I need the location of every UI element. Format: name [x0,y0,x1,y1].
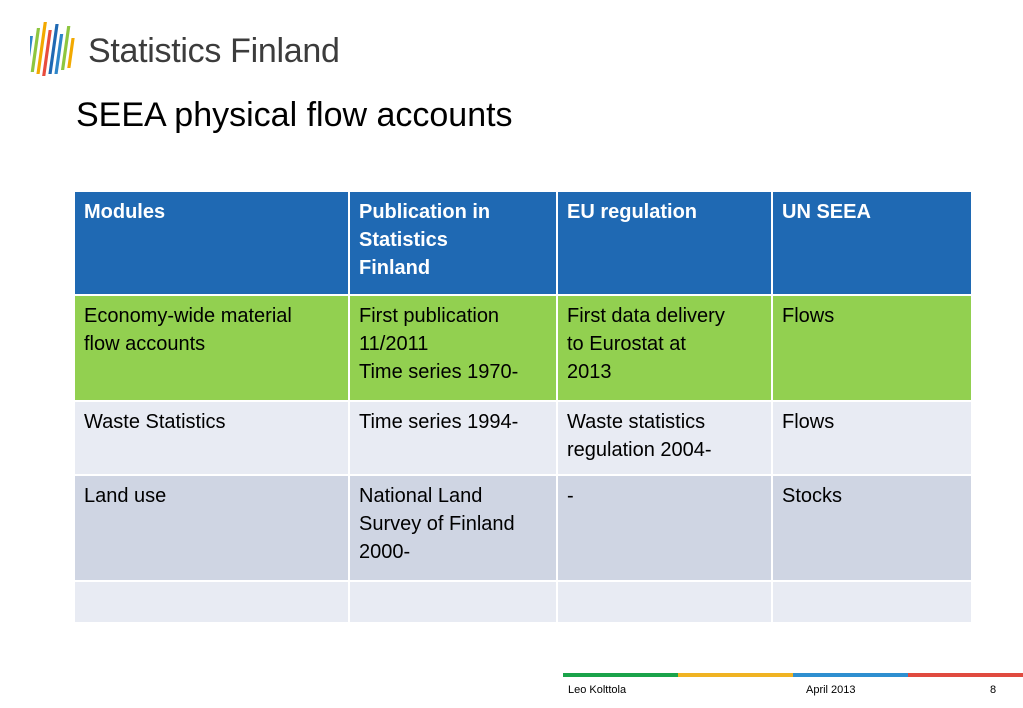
table-cell: Waste statistics regulation 2004- [557,401,772,475]
table-row [74,475,972,581]
table-cell: Land use [74,475,349,581]
table-cell: Flows [772,401,972,475]
page-number: 8 [990,684,997,696]
table-header-row [74,191,972,295]
logo-bar [67,38,74,68]
table-row [74,401,972,475]
footer-color-segment [793,673,908,677]
table-row [74,295,972,401]
table-row-empty [74,581,972,623]
slide-title: SEEA physical flow accounts [76,96,513,134]
table-cell: Time series 1994- [349,401,557,475]
table-cell: First data delivery to Eurostat at 2013 [557,295,772,401]
footer-color-segment [908,673,1023,677]
table-cell [74,581,349,623]
table-cell: - [557,475,772,581]
table-cell [557,581,772,623]
modules-table [73,190,973,624]
table-cell: National Land Survey of Finland 2000- [349,475,557,581]
statistics-finland-logo-icon [30,20,78,82]
table-cell [349,581,557,623]
header-modules: Modules [74,191,349,295]
modules-table-container [73,190,971,624]
footer-color-segment [678,673,793,677]
footer-color-segment [563,673,678,677]
table-cell: Economy-wide material flow accounts [74,295,349,401]
footer-color-bar [563,673,1023,677]
header-eu-regulation: EU regulation [557,191,772,295]
brand-name: Statistics Finland [88,31,340,70]
table-cell: Waste Statistics [74,401,349,475]
footer-author: Leo Kolttola [568,684,627,696]
statistics-finland-logo [30,20,340,82]
header-publication: Publication in Statistics Finland [349,191,557,295]
table-cell: Flows [772,295,972,401]
header-un-seea: UN SEEA [772,191,972,295]
footer-date: April 2013 [806,684,856,696]
table-cell: Stocks [772,475,972,581]
table-cell [772,581,972,623]
table-cell: First publication 11/2011 Time series 1970- [349,295,557,401]
